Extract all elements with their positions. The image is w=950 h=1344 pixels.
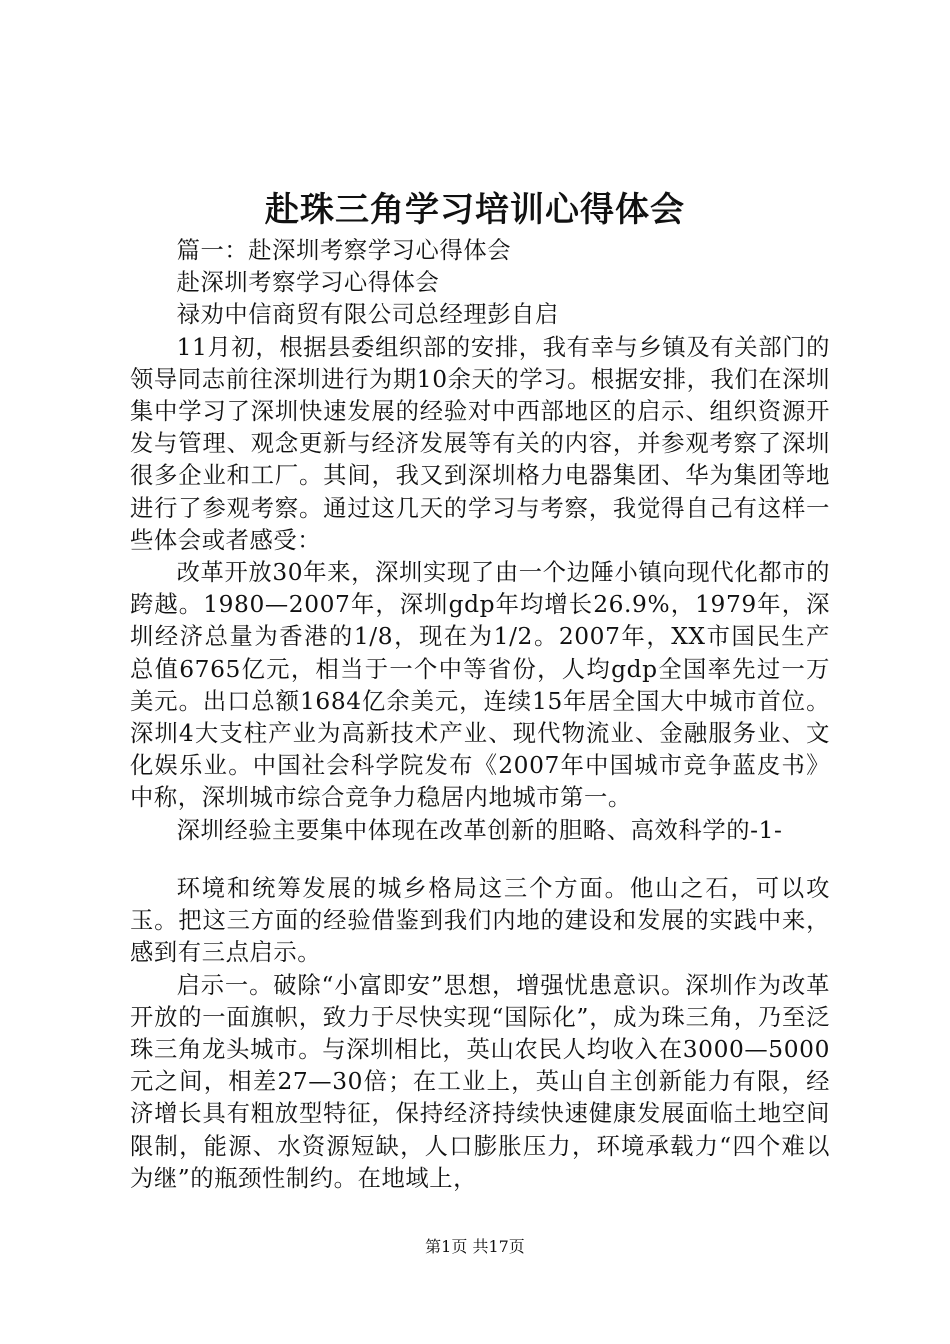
paragraph: 11月初，根据县委组织部的安排，我有幸与乡镇及有关部门的领导同志前往深圳进行为期10余天的学习。根据安排，我们在深圳集中学习了深圳快速发展的经验对中西部地区的启示、组织资源开发与管理、观念更新与经济发展等有关的内容，并参观考察了深圳很多企业和工厂。其间，我又到深圳格力电器集团、华为集团等地进行了参观考察。通过这几天的学习与考察，我觉得自己有这样一些体会或者感受： (130, 333, 830, 554)
document-title: 赴珠三角学习培训心得体会 (265, 190, 685, 230)
paragraph: 深圳经验主要集中体现在改革创新的胆略、高效科学的-1- (176, 816, 783, 844)
page-footer: 第1页 共17页 (425, 1237, 525, 1256)
body-text-block-2 (130, 873, 830, 1195)
paragraph: 禄劝中信商贸有限公司总经理彭自启 (176, 301, 559, 329)
paragraph: 环境和统筹发展的城乡格局这三个方面。他山之石，可以攻玉。把这三方面的经验借鉴到我们内地的建设和发展的实践中来，感到有三点启示。 (130, 875, 830, 967)
paragraph: 改革开放30年来，深圳实现了由一个边陲小镇向现代化都市的跨越。1980—2007年，深圳gdp年均增长26.9%，1979年，深圳经济总量为香港的1/8，现在为1/2。2007年，XX市国民生产总值6765亿元，相当于一个中等省份，人均gdp全国率先过一万美元。出口总额1684亿余美元，连续15年居全国大中城市首位。深圳4大支柱产业为高新技术产业、现代物流业、金融服务业、文化娱乐业。中国社会科学院发布《2007年中国城市竞争蓝皮书》中称，深圳城市综合竞争力稳居内地城市第一。 (130, 559, 830, 812)
body-text-block-1 (130, 235, 830, 847)
paragraph: 赴深圳考察学习心得体会 (176, 269, 440, 297)
paragraph: 篇一：赴深圳考察学习心得体会 (176, 237, 512, 264)
paragraph: 启示一。破除“小富即安”思想，增强忧患意识。深圳作为改革开放的一面旗帜，致力于尽快实现“国际化”，成为珠三角，乃至泛珠三角龙头城市。与深圳相比，英山农民人均收入在3000—5000元之间，相差27—30倍；在工业上，英山自主创新能力有限，经济增长具有粗放型特征，保持经济持续快速健康发展面临土地空间限制，能源、水资源短缺，人口膨胀压力，环境承载力“四个难以为继”的瓶颈性制约。在地域上， (130, 971, 830, 1192)
